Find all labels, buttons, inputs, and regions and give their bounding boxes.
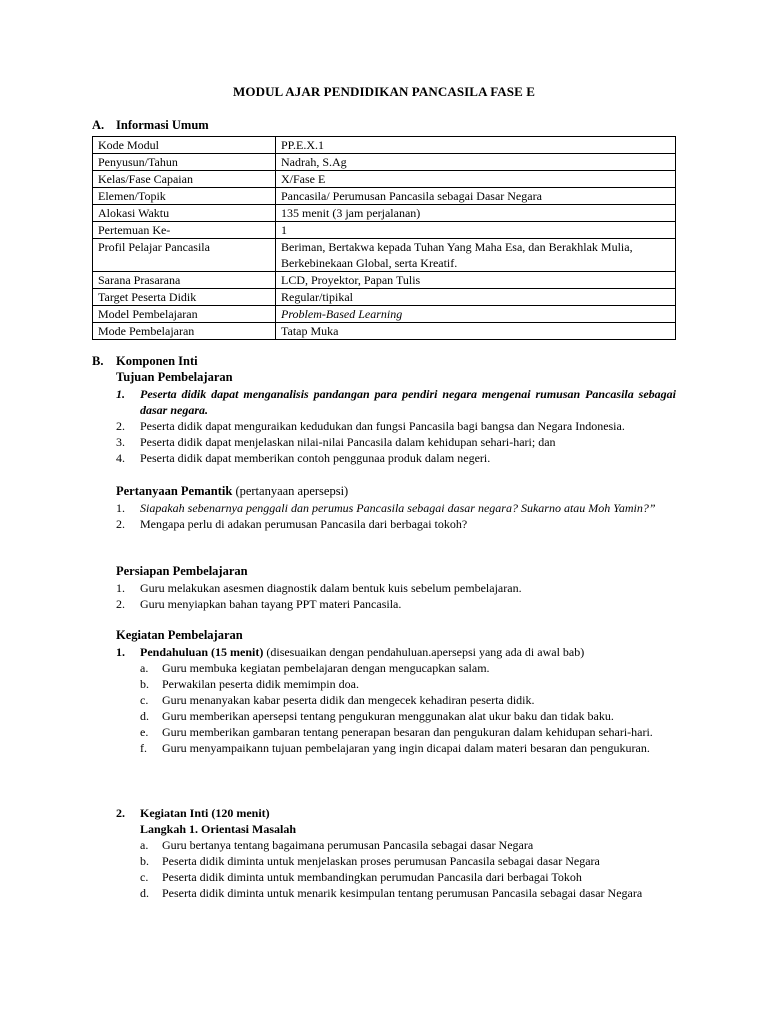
list-letter: a. [140, 661, 149, 675]
inti-title: Kegiatan Inti (120 menit) [140, 806, 270, 820]
table-key: Profil Pelajar Pancasila [93, 239, 276, 272]
list-text: Peserta didik dapat menjelaskan nilai-nilai Pancasila dalam kehidupan sehari-hari; dan [140, 435, 556, 449]
table-row [93, 171, 676, 188]
list-item [140, 885, 676, 901]
table-value: Regular/tipikal [276, 289, 676, 306]
list-text: Siapakah sebenarnya penggali dan perumus Pancasila sebagai dasar negara? Sukarno atau Moh Yamin?” [140, 501, 656, 515]
list-number: 1. [116, 581, 125, 595]
list-text: Guru menanyakan kabar peserta didik dan mengecek kehadiran peserta didik. [162, 693, 535, 707]
table-value: LCD, Proyektor, Papan Tulis [276, 272, 676, 289]
table-key: Alokasi Waktu [93, 205, 276, 222]
table-value: Pancasila/ Perumusan Pancasila sebagai Dasar Negara [276, 188, 676, 205]
list-text: Guru bertanya tentang bagaimana perumusan Pancasila sebagai dasar Negara [162, 838, 534, 852]
list-item [140, 708, 676, 724]
list-letter: d. [140, 886, 149, 900]
table-value: PP.E.X.1 [276, 137, 676, 154]
list-number: 2. [116, 419, 125, 433]
list-number: 3. [116, 435, 125, 449]
table-row [93, 272, 676, 289]
table-value: Tatap Muka [276, 323, 676, 340]
table-row [93, 306, 676, 323]
pendahuluan-title-row [116, 644, 676, 660]
table-value: 1 [276, 222, 676, 239]
list-item [140, 692, 676, 708]
list-letter: e. [140, 725, 149, 739]
section-b-heading [92, 354, 198, 369]
table-row [93, 205, 676, 222]
table-key: Sarana Prasarana [93, 272, 276, 289]
list-item [116, 580, 676, 596]
list-letter: c. [140, 693, 149, 707]
list-text: Guru melakukan asesmen diagnostik dalam bentuk kuis sebelum pembelajaran. [140, 581, 522, 595]
pendahuluan-note: (disesuaikan dengan pendahuluan.apersepsi yang ada di awal bab) [266, 645, 585, 659]
list-letter: a. [140, 838, 149, 852]
list-number: 4. [116, 451, 125, 465]
list-item [116, 434, 676, 450]
section-a-title: Informasi Umum [116, 118, 209, 132]
list-item [140, 660, 676, 676]
table-key: Mode Pembelajaran [93, 323, 276, 340]
table-row [93, 289, 676, 306]
table-value: Problem-Based Learning [276, 306, 676, 323]
table-key: Pertemuan Ke- [93, 222, 276, 239]
pendahuluan-heading [116, 644, 676, 660]
table-row [93, 239, 676, 272]
list-item [116, 500, 676, 516]
table-value: Beriman, Bertakwa kepada Tuhan Yang Maha Esa, dan Berakhlak Mulia, Berkebinekaan Global, serta Kreatif. [276, 239, 676, 272]
list-text: Peserta didik dapat menguraikan kedudukan dan fungsi Pancasila bagi bangsa dan Negara Indonesia. [140, 419, 625, 433]
table-row [93, 222, 676, 239]
list-text: Peserta didik diminta untuk menjelaskan proses perumusan Pancasila sebagai dasar Negara [162, 854, 600, 868]
section-a-letter: A. [92, 118, 105, 132]
table-row [93, 154, 676, 171]
inti-heading [116, 805, 676, 837]
list-item [116, 418, 676, 434]
table-key: Elemen/Topik [93, 188, 276, 205]
langkah-row [116, 821, 676, 837]
pemantik-note: (pertanyaan apersepsi) [235, 484, 349, 498]
section-b-title: Komponen Inti [116, 354, 198, 368]
persiapan-heading: Persiapan Pembelajaran [116, 564, 248, 578]
table-key: Kode Modul [93, 137, 276, 154]
list-text: Mengapa perlu di adakan perumusan Pancasila dari berbagai tokoh? [140, 517, 468, 531]
table-key: Model Pembelajaran [93, 306, 276, 323]
list-item [140, 837, 676, 853]
tujuan-heading: Tujuan Pembelajaran [116, 370, 233, 384]
list-letter: b. [140, 854, 149, 868]
tujuan-list [116, 386, 676, 466]
table-key: Target Peserta Didik [93, 289, 276, 306]
list-number: 1. [116, 645, 125, 659]
list-text: Peserta didik diminta untuk menarik kesimpulan tentang perumusan Pancasila sebagai dasar Negara [162, 886, 643, 900]
list-letter: f. [140, 741, 147, 755]
pemantik-heading [116, 484, 348, 499]
table-row [93, 188, 676, 205]
table-value: X/Fase E [276, 171, 676, 188]
list-text: Guru menyiapkan bahan tayang PPT materi Pancasila. [140, 597, 402, 611]
list-item [140, 676, 676, 692]
list-number: 2. [116, 517, 125, 531]
list-text: Peserta didik dapat menganalisis pandangan para pendiri negara mengenai rumusan Pancasila sebagai dasar negara. [140, 387, 676, 417]
list-text: Guru menyampaikann tujuan pembelajaran yang ingin dicapai dalam materi besaran dan pengukuran. [162, 741, 650, 755]
section-a-heading [92, 118, 209, 133]
table-row [93, 323, 676, 340]
list-letter: b. [140, 677, 149, 691]
list-item [140, 869, 676, 885]
list-number: 1. [116, 501, 125, 515]
list-text: Guru membuka kegiatan pembelajaran dengan mengucapkan salam. [162, 661, 490, 675]
list-number: 1. [116, 387, 125, 401]
pemantik-list [116, 500, 676, 532]
inti-list [140, 837, 676, 901]
list-item [116, 386, 676, 418]
list-item [140, 853, 676, 869]
kegiatan-heading: Kegiatan Pembelajaran [116, 628, 243, 642]
table-key: Penyusun/Tahun [93, 154, 276, 171]
section-b-letter: B. [92, 354, 104, 368]
list-number: 2. [116, 806, 125, 820]
pendahuluan-list [140, 660, 676, 756]
table-key: Kelas/Fase Capaian [93, 171, 276, 188]
pemantik-title: Pertanyaan Pemantik [116, 484, 233, 498]
list-text: Peserta didik dapat memberikan contoh penggunaa produk dalam negeri. [140, 451, 491, 465]
list-text: Perwakilan peserta didik memimpin doa. [162, 677, 359, 691]
list-item [116, 516, 676, 532]
table-row [93, 137, 676, 154]
list-item [140, 740, 676, 756]
list-letter: d. [140, 709, 149, 723]
persiapan-list [116, 580, 676, 612]
list-text: Guru memberikan gambaran tentang penerapan besaran dan pengukuran dalam kehidupan sehari-hari. [162, 725, 653, 739]
table-value: Nadrah, S.Ag [276, 154, 676, 171]
list-item [116, 596, 676, 612]
list-text: Peserta didik diminta untuk membandingkan perumudan Pancasila dari berbagai Tokoh [162, 870, 582, 884]
list-item [116, 450, 676, 466]
list-letter: c. [140, 870, 149, 884]
list-text: Guru memberikan apersepsi tentang pengukuran menggunakan alat ukur baku dan tidak baku. [162, 709, 614, 723]
langkah-title: Langkah 1. Orientasi Masalah [140, 822, 297, 836]
info-table [92, 136, 676, 340]
inti-title-row [116, 805, 676, 821]
table-value: 135 menit (3 jam perjalanan) [276, 205, 676, 222]
list-number: 2. [116, 597, 125, 611]
list-item [140, 724, 676, 740]
document-title: MODUL AJAR PENDIDIKAN PANCASILA FASE E [233, 84, 535, 99]
pendahuluan-title: Pendahuluan (15 menit) [140, 645, 264, 659]
